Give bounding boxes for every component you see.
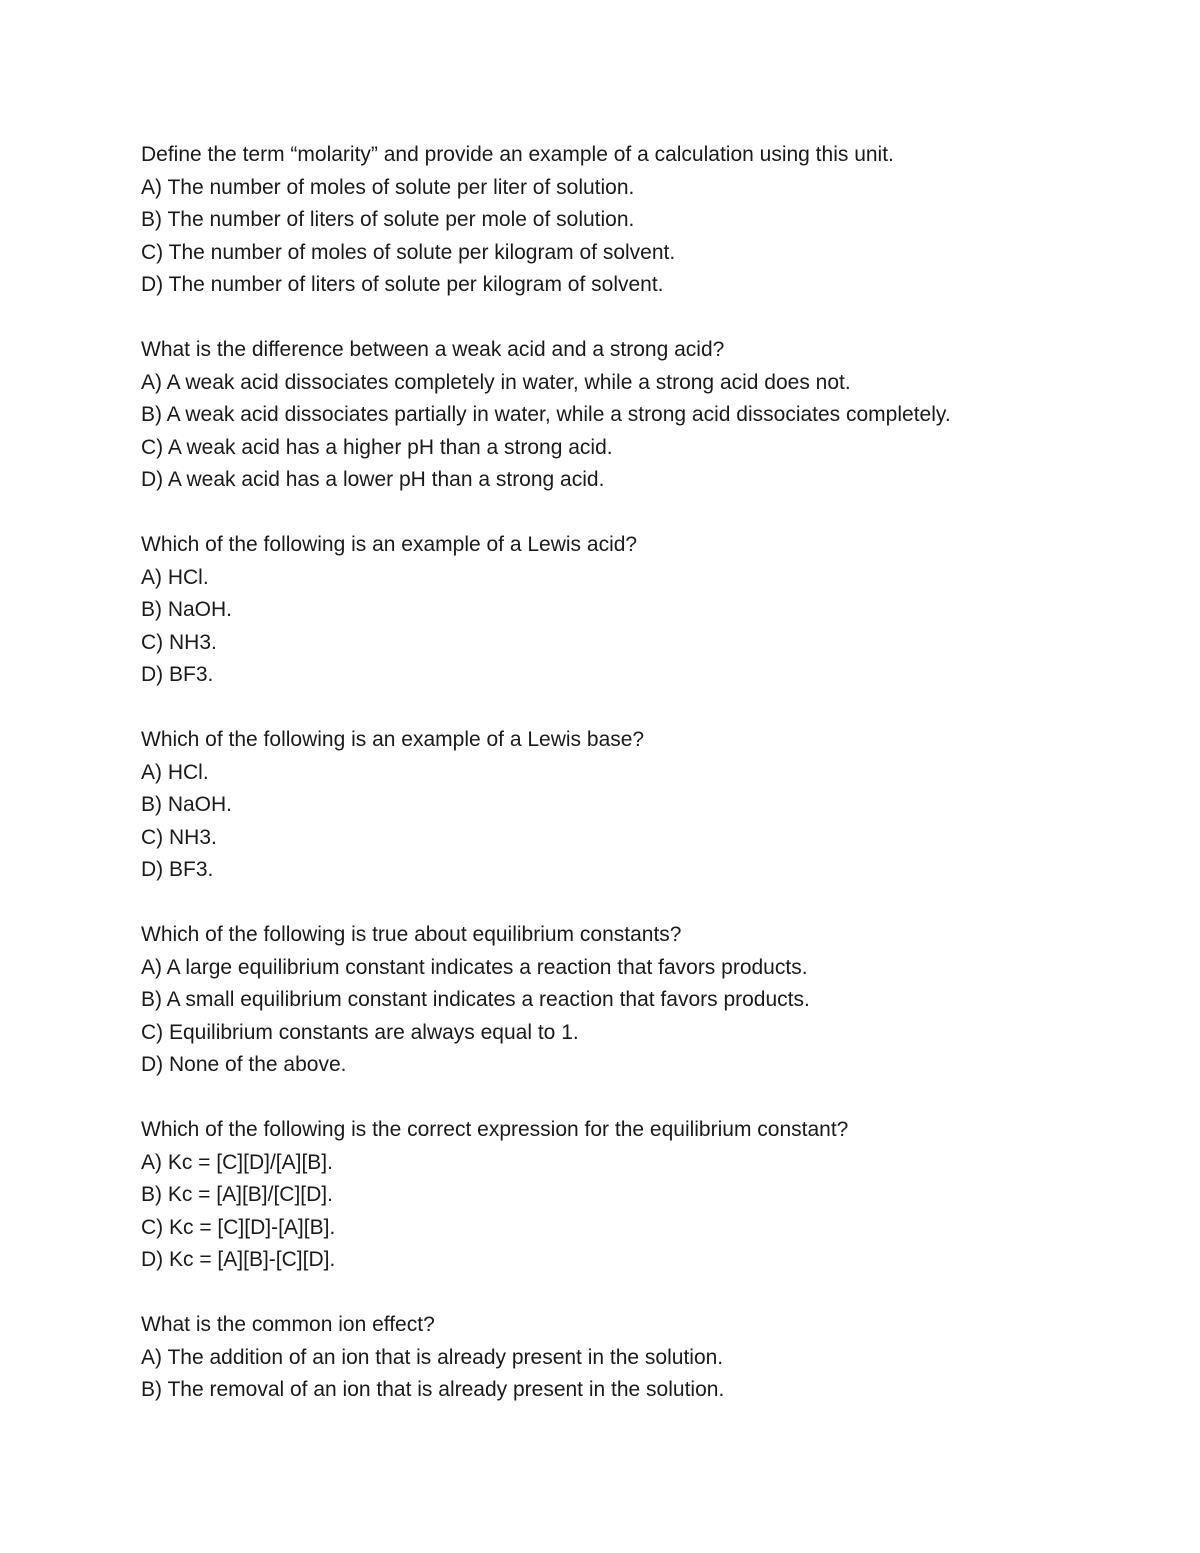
question-7 [141,1309,1141,1407]
answer-option-a: A) A weak acid dissociates completely in water, while a strong acid does not. [141,370,851,394]
answer-option-a: A) The addition of an ion that is already present in the solution. [141,1345,724,1369]
question-prompt: Define the term “molarity” and provide an example of a calculation using this unit. [141,143,894,166]
question-prompt: What is the difference between a weak acid and a strong acid? [141,338,725,361]
answer-option-c: C) NH3. [141,825,217,849]
answer-option-c: C) A weak acid has a higher pH than a strong acid. [141,435,613,459]
question-prompt: Which of the following is an example of a Lewis base? [141,728,645,751]
answer-option-b: B) A weak acid dissociates partially in water, while a strong acid dissociates completely. [141,403,951,426]
answer-option-d: D) The number of liters of solute per kilogram of solvent. [141,273,664,296]
question-5 [141,919,1141,1082]
question-4 [141,724,1141,887]
answer-option-c: C) Equilibrium constants are always equal to 1. [141,1020,579,1044]
answer-option-d: D) None of the above. [141,1053,347,1076]
question-prompt: Which of the following is an example of a Lewis acid? [141,533,638,556]
question-prompt: What is the common ion effect? [141,1313,435,1336]
question-3 [141,529,1141,692]
question-1 [141,139,1141,302]
question-prompt: Which of the following is true about equilibrium constants? [141,923,682,946]
answer-option-b: B) Kc = [A][B]/[C][D]. [141,1183,333,1206]
answer-option-c: C) The number of moles of solute per kilogram of solvent. [141,240,676,264]
answer-option-d: D) BF3. [141,858,214,881]
answer-option-b: B) A small equilibrium constant indicates a reaction that favors products. [141,988,810,1011]
answer-option-d: D) Kc = [A][B]-[C][D]. [141,1248,336,1271]
question-6 [141,1114,1141,1277]
answer-option-b: B) The removal of an ion that is already present in the solution. [141,1378,725,1401]
answer-option-b: B) The number of liters of solute per mole of solution. [141,208,635,231]
answer-option-c: C) Kc = [C][D]-[A][B]. [141,1215,336,1239]
answer-option-a: A) HCl. [141,565,209,589]
answer-option-d: D) A weak acid has a lower pH than a strong acid. [141,468,605,491]
answer-option-b: B) NaOH. [141,598,233,621]
answer-option-c: C) NH3. [141,630,217,654]
question-prompt: Which of the following is the correct expression for the equilibrium constant? [141,1118,849,1141]
answer-option-b: B) NaOH. [141,793,233,816]
question-2 [141,334,1141,497]
answer-option-a: A) HCl. [141,760,209,784]
question-list [141,139,1141,1439]
answer-option-a: A) A large equilibrium constant indicates a reaction that favors products. [141,955,808,979]
answer-option-a: A) The number of moles of solute per liter of solution. [141,175,635,199]
answer-option-d: D) BF3. [141,663,214,686]
answer-option-a: A) Kc = [C][D]/[A][B]. [141,1150,333,1174]
